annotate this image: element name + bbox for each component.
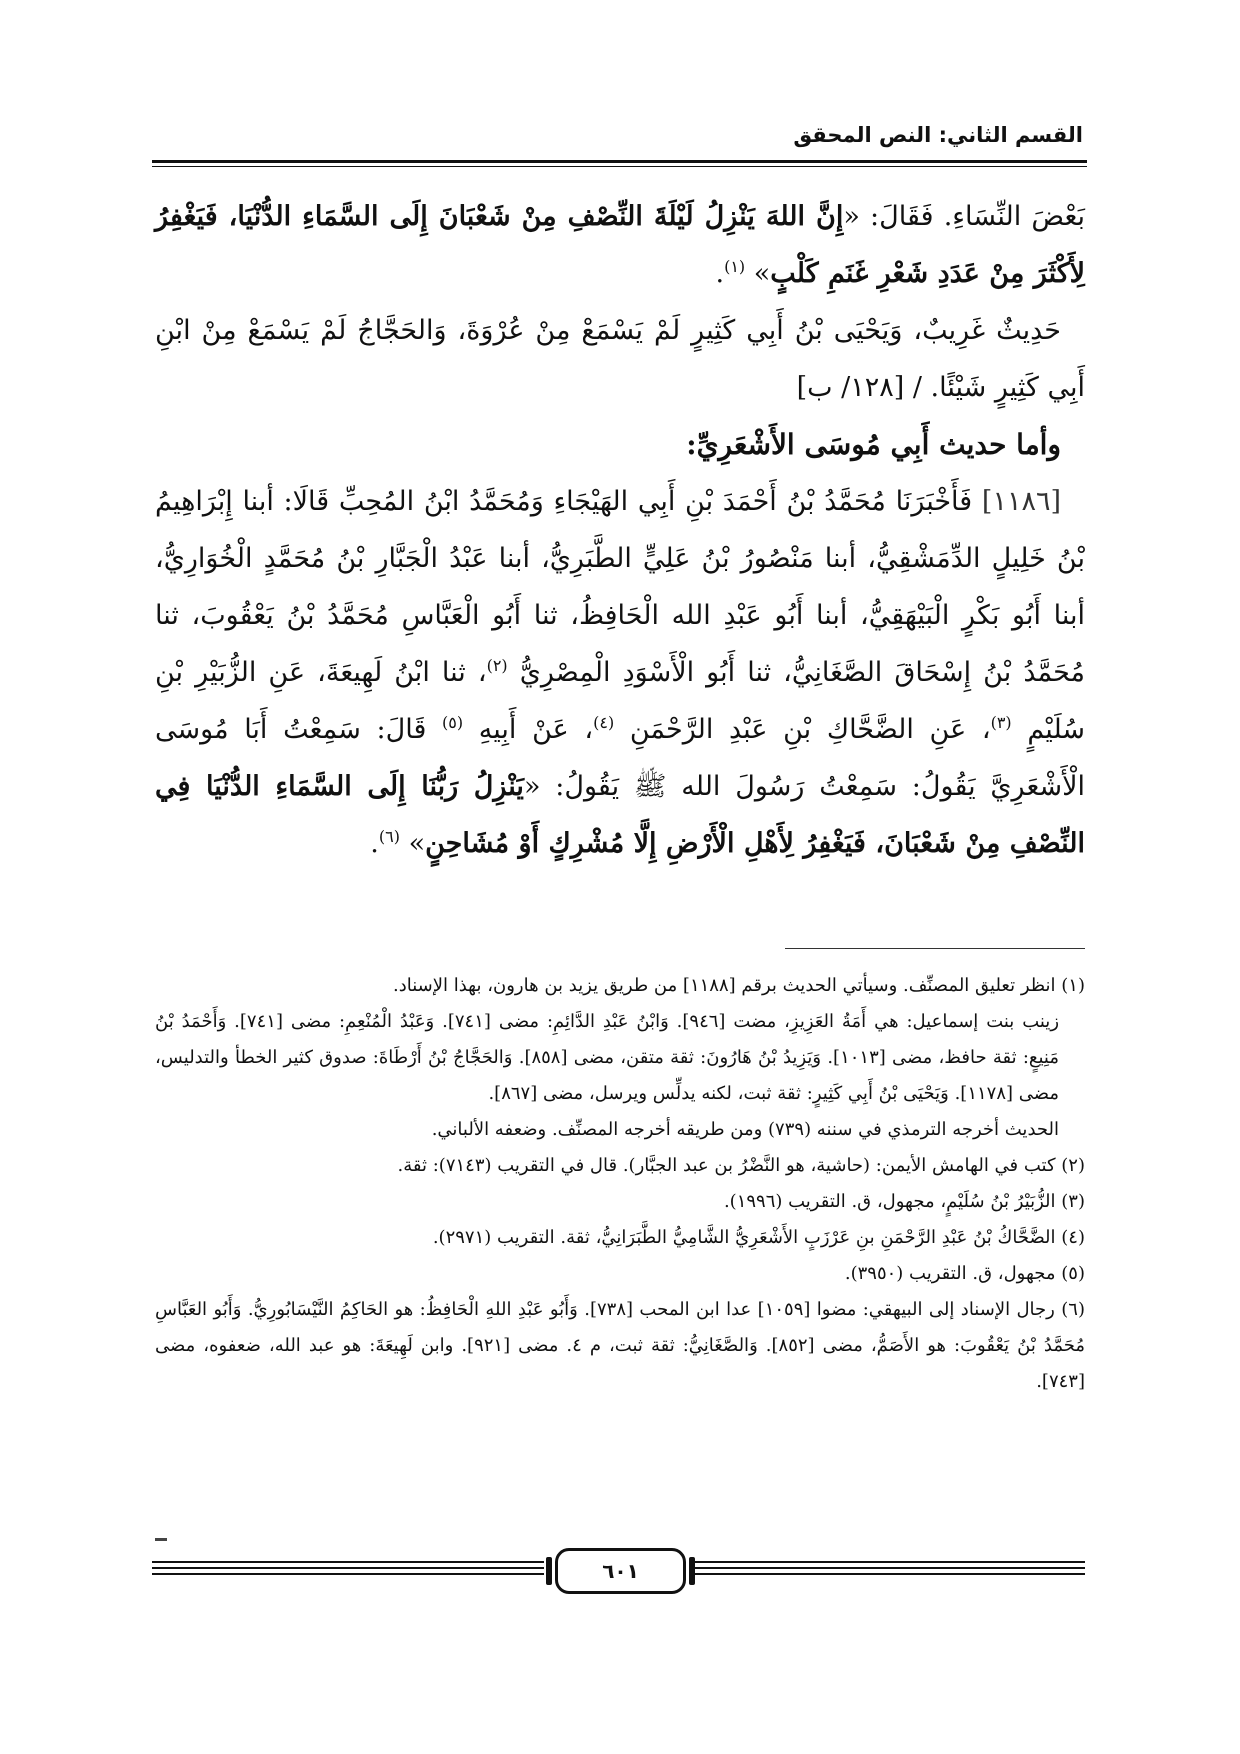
hadith-matn: إِنَّ اللهَ يَنْزِلُ لَيْلَةَ النِّصْفِ مِنْ شَعْبَانَ إِلَى السَّمَاءِ الدُّنْيَا، فَيَغْفِرُ لِأَكْثَرَ مِنْ عَدَدِ شَعْرِ غَنَمِ كَلْبٍ xyxy=(155,201,1085,289)
footnote-6: (٦) رجال الإسناد إلى البيهقي: مضوا [١٠٥٩] عدا ابن المحب [٧٣٨]. وَأَبُو عَبْدِ اللهِ الْحَافِظُ: هو الحَاكِمُ النَّيْسَابُورِيُّ. وَأَبُو العَبَّاسِ مُحَمَّدُ بْنُ يَعْقُوبَ: هو الأَصَمُّ، مضى [٨٥٢]. وَالصَّغَانِيُّ: ثقة ثبت، م ٤. مضى [٩٢١]. وابن لَهِيعَةَ: هو عبد الله، ضعفوه، مضى [٧٤٣]. xyxy=(155,1299,1085,1392)
hadith-number: [١١٨٦] xyxy=(981,486,1061,517)
footnote-ref-3[interactable]: (٣) xyxy=(990,713,1012,732)
footer-rule xyxy=(690,1567,1085,1569)
footnote-ref-1[interactable]: (١) xyxy=(724,257,746,276)
footnote-3: (٣) الزُّبَيْرُ بْنُ سُلَيْمٍ، مجهول، ق. التقريب (١٩٩٦). xyxy=(723,1191,1085,1212)
hadith-matn-2: يَنْزِلُ رَبُّنَا إِلَى السَّمَاءِ الدُّنْيَا فِي النِّصْفِ مِنْ شَعْبَانَ، فَيَغْفِرُ لِأَهْلِ الْأَرْضِ إِلَّا مُشْرِكٍ أَوْ مُشَاحِنٍ xyxy=(155,771,1085,859)
section-heading: وأما حديث أَبِي مُوسَى الأَشْعَرِيِّ: xyxy=(686,428,1061,461)
footnote-ref-5[interactable]: (٥) xyxy=(442,713,464,732)
paragraph-commentary: حَدِيثٌ غَرِيبٌ، وَيَحْيَى بْنُ أَبِي كَثِيرٍ لَمْ يَسْمَعْ مِنْ عُرْوَةَ، وَالحَجَّاجُ لَمْ يَسْمَعْ مِنْ ابْنِ أَبِي كَثِيرٍ شَيْئًا. / [١٢٨/ ب] xyxy=(155,315,1085,403)
header-rule-thick xyxy=(152,160,1087,163)
footnote-5: (٥) مجهول، ق. التقريب (٣٩٥٠). xyxy=(844,1263,1085,1284)
footnote-1-narrators: زينب بنت إسماعيل: هي أَمَةُ العَزِيزِ، مضت [٩٤٦]. وَابْنُ عَبْدِ الدَّائِمِ: مضى [٧٤١]. وَعَبْدُ الْمُنْعِمِ: مضى [٧٤١]. وَأَحْمَدُ بْنُ مَنِيعٍ: ثقة حافظ، مضى [١٠١٣]. وَيَزِيدُ بْنُ هَارُونَ: ثقة متقن، مضى [٨٥٨]. وَالحَجَّاجُ بْنُ أَرْطَاةَ: صدوق كثير الخطأ والتدليس، مضى [١١٧٨]. وَيَحْيَى بْنُ أَبِي كَثِيرٍ: ثقة ثبت، لكنه يدلِّس ويرسل، مضى [٨٦٧]. xyxy=(155,1011,1060,1104)
footer-rule xyxy=(690,1561,1085,1563)
footer-rule xyxy=(152,1567,544,1569)
page-number-text: ٦٠١ xyxy=(602,1559,639,1583)
footnote-1-takhrij: الحديث أخرجه الترمذي في سننه (٧٣٩) ومن طريقه أخرجه المصنِّف. وضعفه الألباني. xyxy=(431,1119,1059,1140)
footer-rule xyxy=(152,1561,544,1563)
running-title: القسم الثاني: النص المحقق xyxy=(793,123,1083,147)
footnote-ref-6[interactable]: (٦) xyxy=(378,827,400,846)
footnote-ref-4[interactable]: (٤) xyxy=(593,713,615,732)
footer-rule xyxy=(690,1573,1085,1575)
footnotes xyxy=(155,968,1085,1400)
paragraph-hadith-1186: [١١٨٦] فَأَخْبَرَنَا مُحَمَّدُ بْنُ أَحْمَدَ بْنِ أَبِي الهَيْجَاءِ وَمُحَمَّدُ ابْنُ المُحِبِّ قَالَا: أبنا إِبْرَاهِيمُ بْنُ خَلِيلٍ الدِّمَشْقِيُّ، أبنا مَنْصُورُ بْنُ عَلِيٍّ الطَّبَرِيُّ، أبنا عَبْدُ الْجَبَّارِ بْنُ مُحَمَّدٍ الْخُوَارِيُّ، أبنا أَبُو بَكْرٍ الْبَيْهَقِيُّ، أبنا أَبُو عَبْدِ الله الْحَافِظُ، ثنا أَبُو الْعَبَّاسِ مُحَمَّدُ بْنُ يَعْقُوبَ، ثنا مُحَمَّدُ بْنُ إِسْحَاقَ الصَّغَانِيُّ، ثنا أَبُو الْأَسْوَدِ الْمِصْرِيُّ $^{(٢)}$، ثنا ابْنُ لَهِيعَةَ، عَنِ الزُّبَيْرِ بْنِ سُلَيْمٍ $^{(٣)}$، عَنِ الضَّحَّاكِ بْنِ عَبْدِ الرَّحْمَنِ $^{(٤)}$، عَنْ أَبِيهِ $^{(٥)}$ قَالَ: سَمِعْتُ أَبَا مُوسَى الْأَشْعَرِيَّ يَقُولُ: سَمِعْتُ رَسُولَ الله ﷺ يَقُولُ: «يَنْزِلُ رَبُّنَا إِلَى السَّمَاءِ الدُّنْيَا فِي النِّصْفِ مِنْ شَعْبَانَ، فَيَغْفِرُ لِأَهْلِ الْأَرْضِ إِلَّا مُشْرِكٍ أَوْ مُشَاحِنٍ» $^{(٦)}$. xyxy=(155,486,1086,859)
footnote-4: (٤) الضَّحَّاكُ بْنُ عَبْدِ الرَّحْمَنِ بنِ عَرْزَبٍ الأَشْعَرِيُّ الشَّامِيُّ الطَّبَرَانِيُّ، ثقة. التقريب (٢٩٧١). xyxy=(432,1227,1085,1248)
page-number xyxy=(555,1548,686,1594)
footnote-2: (٢) كتب في الهامش الأيمن: (حاشية، هو النَّضْرُ بن عبد الجبَّار). قال في التقريب (٧١٤٣): ثقة. xyxy=(397,1155,1085,1176)
header-rule-thin xyxy=(152,166,1087,167)
stray-dash-mark xyxy=(155,1538,167,1541)
paragraph-hadith-continuation: بَعْضَ النِّسَاءِ. فَقَالَ: «إِنَّ اللهَ يَنْزِلُ لَيْلَةَ النِّصْفِ مِنْ شَعْبَانَ إِلَى السَّمَاءِ الدُّنْيَا، فَيَغْفِرُ لِأَكْثَرَ مِنْ عَدَدِ شَعْرِ غَنَمِ كَلْبٍ» $^{(١)}$. xyxy=(155,201,1086,289)
footer-rule xyxy=(152,1573,544,1575)
main-text xyxy=(155,188,1085,872)
footnote-separator xyxy=(785,948,1085,949)
footnote-ref-2[interactable]: (٢) xyxy=(486,656,508,675)
footnote-1: (١) انظر تعليق المصنِّف. وسيأتي الحديث برقم [١١٨٨] من طريق يزيد بن هارون، بهذا الإسناد. xyxy=(393,975,1085,996)
